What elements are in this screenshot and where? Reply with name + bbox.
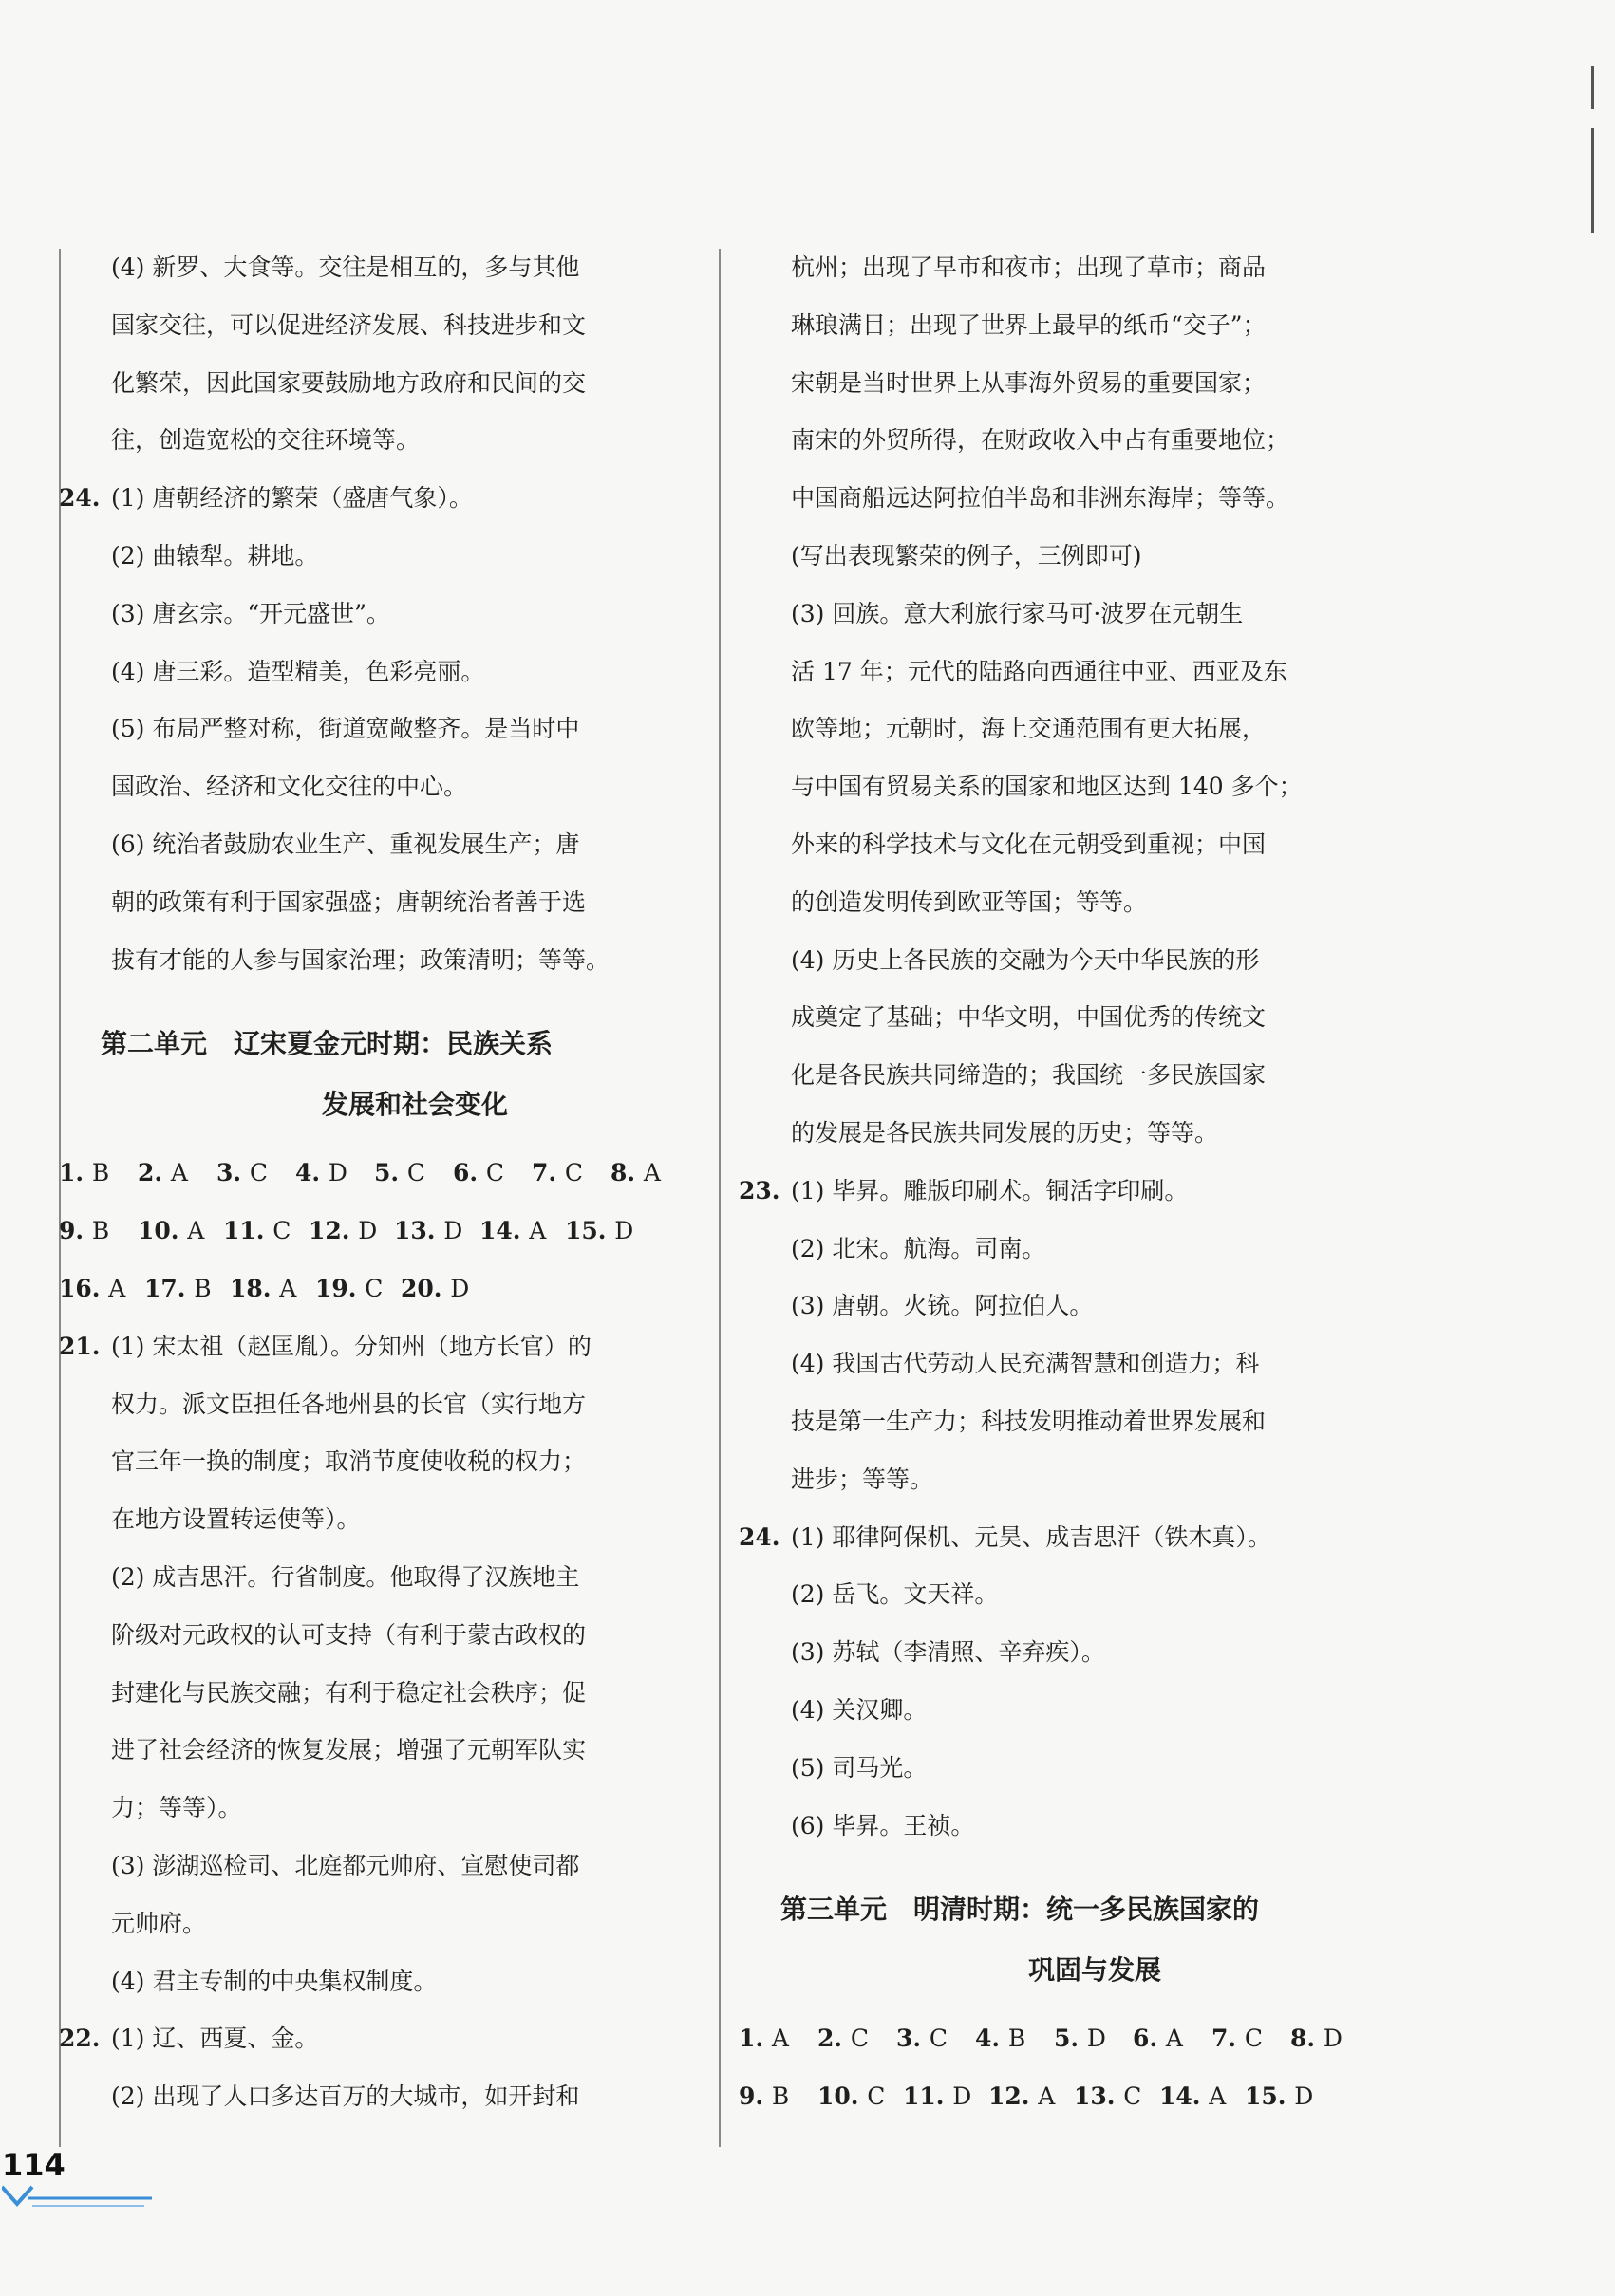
text-line: (4) 我国古代劳动人民充满智慧和创造力；科: [791, 1350, 1260, 1378]
mcq-answer: [394, 1203, 479, 1260]
mcq-choice: A: [529, 1217, 547, 1245]
mcq-choice: C: [564, 1159, 583, 1187]
text-line: 中国商船远达阿拉伯半岛和非洲东海岸；等等。: [791, 484, 1290, 513]
question-number: 23.: [739, 1176, 780, 1204]
mcq-answer: [309, 1203, 394, 1260]
mcq-choice: B: [771, 2082, 790, 2111]
mcq-choice: A: [1165, 2025, 1183, 2053]
mcq-choice: D: [952, 2082, 972, 2111]
mcq-number: 10.: [138, 1217, 188, 1245]
question-number: 21.: [59, 1332, 101, 1360]
mcq-number: 2.: [138, 1159, 171, 1187]
question-24-body: [739, 1566, 1365, 1855]
mcq-answer: [230, 1260, 315, 1318]
text-line: (4) 君主专制的中央集权制度。: [111, 1967, 438, 1995]
text-line: (1) 唐朝经济的繁荣（盛唐气象）。: [111, 484, 473, 513]
question-number: 24.: [739, 1522, 780, 1551]
unit-3-subtitle: 巩固与发展: [1027, 1954, 1161, 1987]
mcq-choice: B: [91, 1159, 110, 1187]
text-line: 的发展是各民族共同发展的历史；等等。: [791, 1118, 1219, 1147]
mcq-answer: [401, 1260, 486, 1318]
mcq-number: 2.: [817, 2025, 851, 2053]
mcq-answer: [1159, 2068, 1245, 2126]
mcq-answer: [479, 1203, 565, 1260]
text-line: (4) 关汉卿。: [791, 1695, 928, 1724]
mcq-choice: A: [1209, 2082, 1227, 2111]
mcq-choice: C: [249, 1159, 268, 1187]
text-line: (5) 司马光。: [791, 1753, 928, 1782]
mcq-number: 6.: [1133, 2025, 1166, 2053]
text-line: 阶级对元政权的认可支持（有利于蒙古政权的: [111, 1620, 587, 1649]
mcq-answer: [1211, 2010, 1290, 2068]
mcq-answer: [1290, 2010, 1365, 2068]
text-line: 与中国有贸易关系的国家和地区达到 140 多个；: [791, 773, 1303, 801]
mcq-choice: D: [358, 1217, 378, 1245]
mcq-number: 15.: [1245, 2082, 1295, 2111]
mcq-choice: C: [1123, 2082, 1142, 2111]
question-24: [59, 470, 685, 528]
mcq-answer: [975, 2010, 1054, 2068]
text-line: 在地方设置转运使等）。: [111, 1505, 361, 1534]
unit-3-title: 第三单元 明清时期：统一多民族国家的: [780, 1894, 1260, 1926]
mcq-answer: [817, 2010, 896, 2068]
left-continuation: [59, 239, 685, 470]
mcq-number: 3.: [896, 2025, 930, 2053]
mcq-choice: B: [91, 1217, 110, 1245]
mcq-number: 14.: [479, 1217, 530, 1245]
text-line: 杭州；出现了早市和夜市；出现了草市；商品: [791, 253, 1267, 281]
mcq-number: 4.: [975, 2025, 1008, 2053]
column-divider: [719, 249, 721, 2147]
mcq-answer: [896, 2010, 975, 2068]
mcq-answer: [1074, 2068, 1159, 2126]
text-line: 化繁荣，因此国家要鼓励地方政府和民间的交: [111, 368, 587, 397]
mcq-answer: [565, 1203, 650, 1260]
edge-mark-top: [1591, 66, 1594, 109]
mcq-choice: D: [1323, 2025, 1343, 2053]
mcq-number: 9.: [739, 2082, 772, 2111]
mcq-number: 9.: [59, 1217, 92, 1245]
text-line: (2) 成吉思汗。行省制度。他取得了汉族地主: [111, 1562, 580, 1591]
mcq-choice: A: [1038, 2082, 1056, 2111]
mcq-answer: [315, 1260, 401, 1318]
mcq-answer: [216, 1145, 295, 1203]
text-line: 权力。派文臣担任各地州县的长官（实行地方: [111, 1390, 587, 1418]
text-line: 南宋的外贸所得，在财政收入中占有重要地位；: [791, 426, 1290, 455]
mcq-answer: [59, 1145, 138, 1203]
text-line: 官三年一换的制度；取消节度使收税的权力；: [111, 1447, 587, 1476]
text-line: 化是各民族共同缔造的；我国统一多民族国家: [791, 1061, 1267, 1090]
text-line: 力；等等）。: [111, 1794, 242, 1822]
text-line: 外来的科学技术与文化在元朝受到重视；中国: [791, 830, 1267, 858]
text-line: (3) 回族。意大利旅行家马可·波罗在元朝生: [791, 599, 1244, 627]
mcq-answer: [144, 1260, 230, 1318]
mcq-number: 11.: [903, 2082, 953, 2111]
text-line: (1) 宋太祖（赵匡胤）。分知州（地方长官）的: [111, 1332, 592, 1360]
mcq-number: 17.: [144, 1274, 195, 1302]
unit-2-title: 第二单元 辽宋夏金元时期：民族关系: [101, 1028, 554, 1060]
text-line: (4) 历史上各民族的交融为今天中华民族的形: [791, 945, 1260, 974]
question-23-body: [739, 1221, 1365, 1509]
mcq-number: 11.: [223, 1217, 273, 1245]
mcq-number: 8.: [610, 1159, 644, 1187]
mcq-answer: [59, 1260, 144, 1318]
mcq-number: 5.: [374, 1159, 407, 1187]
mcq-answer: [739, 2068, 817, 2126]
mcq-choice: D: [1086, 2025, 1106, 2053]
text-line: 的创造发明传到欧亚等国；等等。: [791, 887, 1148, 916]
mcq-answer: [295, 1145, 374, 1203]
mcq-answer: [610, 1145, 685, 1203]
mcq-number: 8.: [1290, 2025, 1324, 2053]
left-column: [59, 239, 685, 2126]
text-line: 国家交往，可以促进经济发展、科技进步和文: [111, 310, 587, 339]
mcq-choice: A: [108, 1274, 126, 1302]
page-number: 114: [2, 2147, 66, 2183]
text-line: (2) 北宋。航海。司南。: [791, 1234, 1046, 1262]
text-line: (6) 毕昇。王祯。: [791, 1811, 975, 1839]
mcq-number: 16.: [59, 1274, 109, 1302]
mcq-choice: C: [929, 2025, 948, 2053]
mcq-number: 15.: [565, 1217, 615, 1245]
text-line: 朝的政策有利于国家强盛；唐朝统治者善于选: [111, 887, 587, 916]
mcq-choice: A: [279, 1274, 297, 1302]
mcq-choice: C: [850, 2025, 869, 2053]
mcq-answer: [1245, 2068, 1330, 2126]
mcq-number: 13.: [394, 1217, 444, 1245]
mcq-answer: [817, 2068, 903, 2126]
mcq-answer: [739, 2010, 817, 2068]
text-line: (4) 唐三彩。造型精美，色彩亮丽。: [111, 657, 485, 685]
text-line: 往，创造宽松的交往环境等。: [111, 426, 421, 455]
mcq-number: 7.: [1211, 2025, 1245, 2053]
text-line: (1) 辽、西夏、金。: [111, 2025, 319, 2053]
mcq-answer: [138, 1145, 216, 1203]
mcq-number: 20.: [401, 1274, 451, 1302]
mcq-choice: C: [1244, 2025, 1263, 2053]
text-line: 琳琅满目；出现了世界上最早的纸币“交子”；: [791, 310, 1267, 339]
mcq-answer: [1054, 2010, 1133, 2068]
mcq-answer: [532, 1145, 610, 1203]
mcq-row: [739, 2068, 1365, 2126]
text-line: (1) 毕昇。雕版印刷术。铜活字印刷。: [791, 1176, 1189, 1204]
text-line: (2) 曲辕犁。耕地。: [111, 541, 319, 569]
mcq-choice: D: [443, 1217, 463, 1245]
text-line: (2) 出现了人口多达百万的大城市，如开封和: [111, 2082, 580, 2111]
text-line: 活 17 年；元代的陆路向西通往中亚、西亚及东: [791, 657, 1287, 685]
mcq-number: 7.: [532, 1159, 565, 1187]
mcq-number: 14.: [1159, 2082, 1210, 2111]
mcq-choice: C: [867, 2082, 886, 2111]
mcq-number: 5.: [1054, 2025, 1087, 2053]
question-23: [739, 1163, 1365, 1221]
question-22-body: [59, 2068, 685, 2126]
page-number-chevron-icon: [2, 2183, 154, 2212]
mcq-choice: A: [170, 1159, 188, 1187]
text-line: (2) 岳飞。文天祥。: [791, 1580, 999, 1609]
text-line: 进了社会经济的恢复发展；增强了元朝军队实: [111, 1736, 587, 1764]
question-21: [59, 1318, 685, 1376]
question-number: 22.: [59, 2025, 101, 2053]
mcq-answer: [903, 2068, 988, 2126]
mcq-row: [59, 1203, 685, 1260]
mcq-choice: C: [365, 1274, 384, 1302]
text-line: 国政治、经济和文化交往的中心。: [111, 773, 468, 801]
mcq-choice: D: [328, 1159, 347, 1187]
text-line: (3) 唐玄宗。“开元盛世”。: [111, 599, 390, 627]
text-line: 宋朝是当时世界上从事海外贸易的重要国家；: [791, 368, 1267, 397]
mcq-row: [739, 2010, 1365, 2068]
text-line: (5) 布局严整对称，街道宽敞整齐。是当时中: [111, 715, 580, 743]
mcq-number: 1.: [59, 1159, 92, 1187]
mcq-number: 18.: [230, 1274, 280, 1302]
mcq-row: [59, 1260, 685, 1318]
text-line: 封建化与民族交融；有利于稳定社会秩序；促: [111, 1678, 587, 1707]
mcq-choice: D: [1294, 2082, 1314, 2111]
mcq-choice: C: [272, 1217, 291, 1245]
mcq-answer: [59, 1203, 138, 1260]
mcq-number: 12.: [988, 2082, 1039, 2111]
mcq-choice: D: [614, 1217, 634, 1245]
mcq-answer: [1133, 2010, 1211, 2068]
mcq-choice: A: [187, 1217, 205, 1245]
mcq-number: 10.: [817, 2082, 868, 2111]
mcq-answer: [223, 1203, 309, 1260]
mcq-choice: A: [771, 2025, 789, 2053]
mcq-number: 19.: [315, 1274, 366, 1302]
mcq-choice: C: [485, 1159, 504, 1187]
text-line: (3) 苏轼（李清照、辛弃疾）。: [791, 1638, 1105, 1667]
text-line: (6) 统治者鼓励农业生产、重视发展生产；唐: [111, 830, 580, 858]
mcq-number: 1.: [739, 2025, 772, 2053]
text-line: (3) 唐朝。火铳。阿拉伯人。: [791, 1292, 1094, 1320]
mcq-choice: C: [406, 1159, 425, 1187]
question-21-body: [59, 1376, 685, 2011]
mcq-choice: D: [450, 1274, 470, 1302]
unit-2-subtitle: 发展和社会变化: [321, 1089, 508, 1121]
mcq-answer: [374, 1145, 453, 1203]
question-22: [59, 2010, 685, 2068]
text-line: (4) 新罗、大食等。交往是相互的，多与其他: [111, 253, 580, 281]
text-line: 拔有才能的人参与国家治理；政策清明；等等。: [111, 945, 610, 974]
mcq-number: 4.: [295, 1159, 329, 1187]
mcq-number: 3.: [216, 1159, 250, 1187]
edge-mark-mid: [1591, 128, 1594, 233]
text-line: (3) 澎湖巡检司、北庭都元帅府、宣慰使司都: [111, 1851, 580, 1879]
question-number: 24.: [59, 484, 101, 513]
mcq-number: 13.: [1074, 2082, 1124, 2111]
text-line: (写出表现繁荣的例子，三例即可): [791, 541, 1142, 569]
mcq-choice: A: [643, 1159, 661, 1187]
unit-2-mcq-answers: [59, 1145, 685, 1317]
mcq-answer: [453, 1145, 532, 1203]
mcq-choice: B: [1007, 2025, 1026, 2053]
text-line: 元帅府。: [111, 1909, 207, 1937]
right-continuation: [739, 239, 1365, 1163]
text-line: 进步；等等。: [791, 1465, 934, 1493]
mcq-number: 6.: [453, 1159, 486, 1187]
text-line: 欧等地；元朝时，海上交通范围有更大拓展，: [791, 715, 1267, 743]
text-line: 技是第一生产力；科技发明推动着世界发展和: [791, 1407, 1267, 1435]
mcq-answer: [988, 2068, 1074, 2126]
mcq-choice: B: [194, 1274, 212, 1302]
question-24: [739, 1509, 1365, 1567]
right-column: [739, 239, 1365, 2126]
text-line: 成奠定了基础；中华文明，中国优秀的传统文: [791, 1003, 1267, 1032]
text-line: (1) 耶律阿保机、元昊、成吉思汗（铁木真）。: [791, 1522, 1271, 1551]
mcq-row: [59, 1145, 685, 1203]
unit-3-mcq-answers: [739, 2010, 1365, 2126]
question-24-body: [59, 528, 685, 989]
mcq-answer: [138, 1203, 223, 1260]
mcq-number: 12.: [309, 1217, 359, 1245]
